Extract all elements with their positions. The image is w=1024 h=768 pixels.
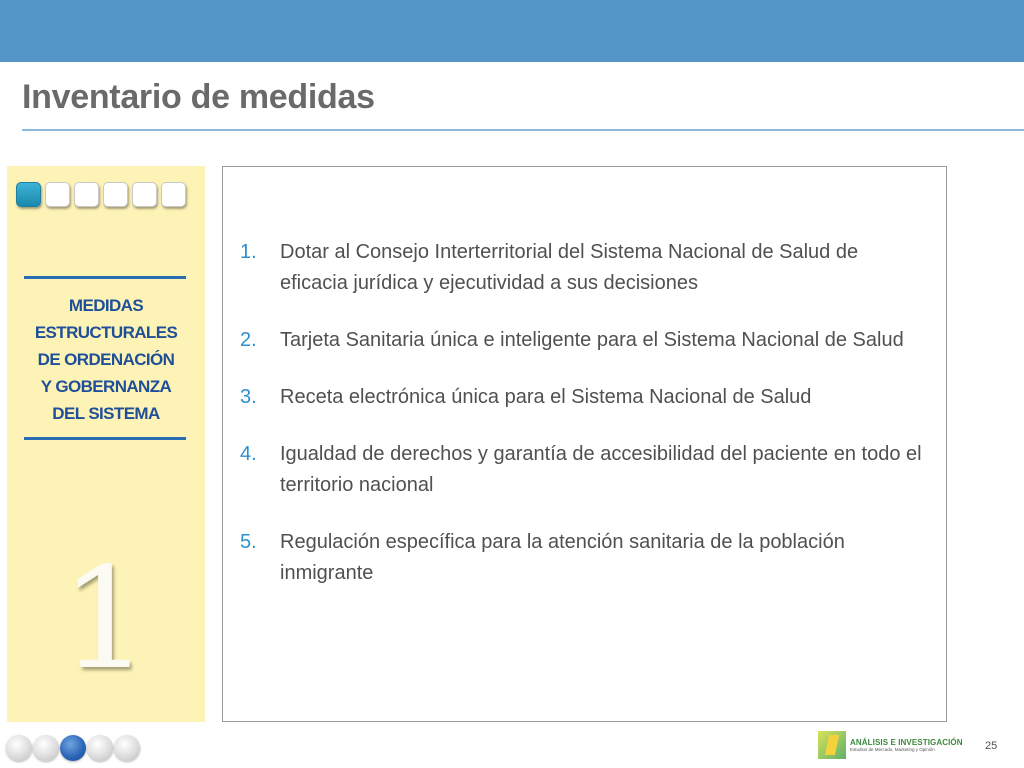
list-item [240, 527, 930, 589]
panel-divider-bottom [24, 437, 186, 440]
company-logo [818, 731, 963, 759]
slide-nav-dots [6, 735, 140, 761]
panel-heading-line: Y GOBERNANZA [40, 377, 172, 396]
list-item-number: 4. [240, 443, 257, 465]
nav-dot-3[interactable] [60, 735, 86, 761]
section-number: 1 [60, 538, 150, 701]
panel-divider-top [24, 276, 186, 279]
list-item [240, 439, 930, 501]
step-square-2[interactable] [45, 182, 70, 207]
step-square-6[interactable] [161, 182, 186, 207]
logo-name: ANÁLISIS E INVESTIGACIÓN [850, 738, 963, 747]
panel-heading-line: ESTRUCTURALES [34, 323, 178, 342]
nav-dot-4[interactable] [87, 735, 113, 761]
measure-list [240, 237, 930, 615]
list-item-number: 1. [240, 241, 257, 263]
list-item-number: 3. [240, 386, 257, 408]
list-item-text: Receta electrónica única para el Sistema Nacional de Salud [280, 386, 812, 408]
list-item [240, 237, 930, 299]
panel-heading [16, 292, 196, 427]
list-item-text: Regulación específica para la atención sanitaria de la población inmigrante [280, 531, 845, 584]
panel-heading-line: DEL SISTEMA [52, 404, 160, 423]
list-item-text: Dotar al Consejo Interterritorial del Sistema Nacional de Salud de eficacia jurídica y ejecutividad a sus decisiones [280, 241, 859, 294]
nav-dot-2[interactable] [33, 735, 59, 761]
step-square-5[interactable] [132, 182, 157, 207]
logo-text [850, 738, 963, 752]
panel-heading-line: MEDIDAS [68, 296, 144, 315]
title-divider [22, 129, 1024, 131]
list-item-text: Igualdad de derechos y garantía de accesibilidad del paciente en todo el territorio nacional [280, 443, 922, 496]
logo-mark-icon [818, 731, 846, 759]
nav-dot-1[interactable] [6, 735, 32, 761]
page-number: 25 [985, 740, 998, 752]
list-item-number: 5. [240, 531, 257, 553]
step-square-1[interactable] [16, 182, 41, 207]
list-item [240, 382, 930, 413]
list-item-number: 2. [240, 329, 257, 351]
nav-dot-5[interactable] [114, 735, 140, 761]
step-square-4[interactable] [103, 182, 128, 207]
top-banner [0, 0, 1024, 62]
list-item [240, 325, 930, 356]
slide-title: Inventario de medidas [22, 78, 375, 116]
list-item-text: Tarjeta Sanitaria única e inteligente para el Sistema Nacional de Salud [280, 329, 904, 351]
step-indicator [16, 182, 186, 207]
step-square-3[interactable] [74, 182, 99, 207]
panel-heading-line: DE ORDENACIÓN [37, 350, 175, 369]
logo-tagline: Estudios de Mercado, Marketing y Opinión [850, 747, 935, 752]
